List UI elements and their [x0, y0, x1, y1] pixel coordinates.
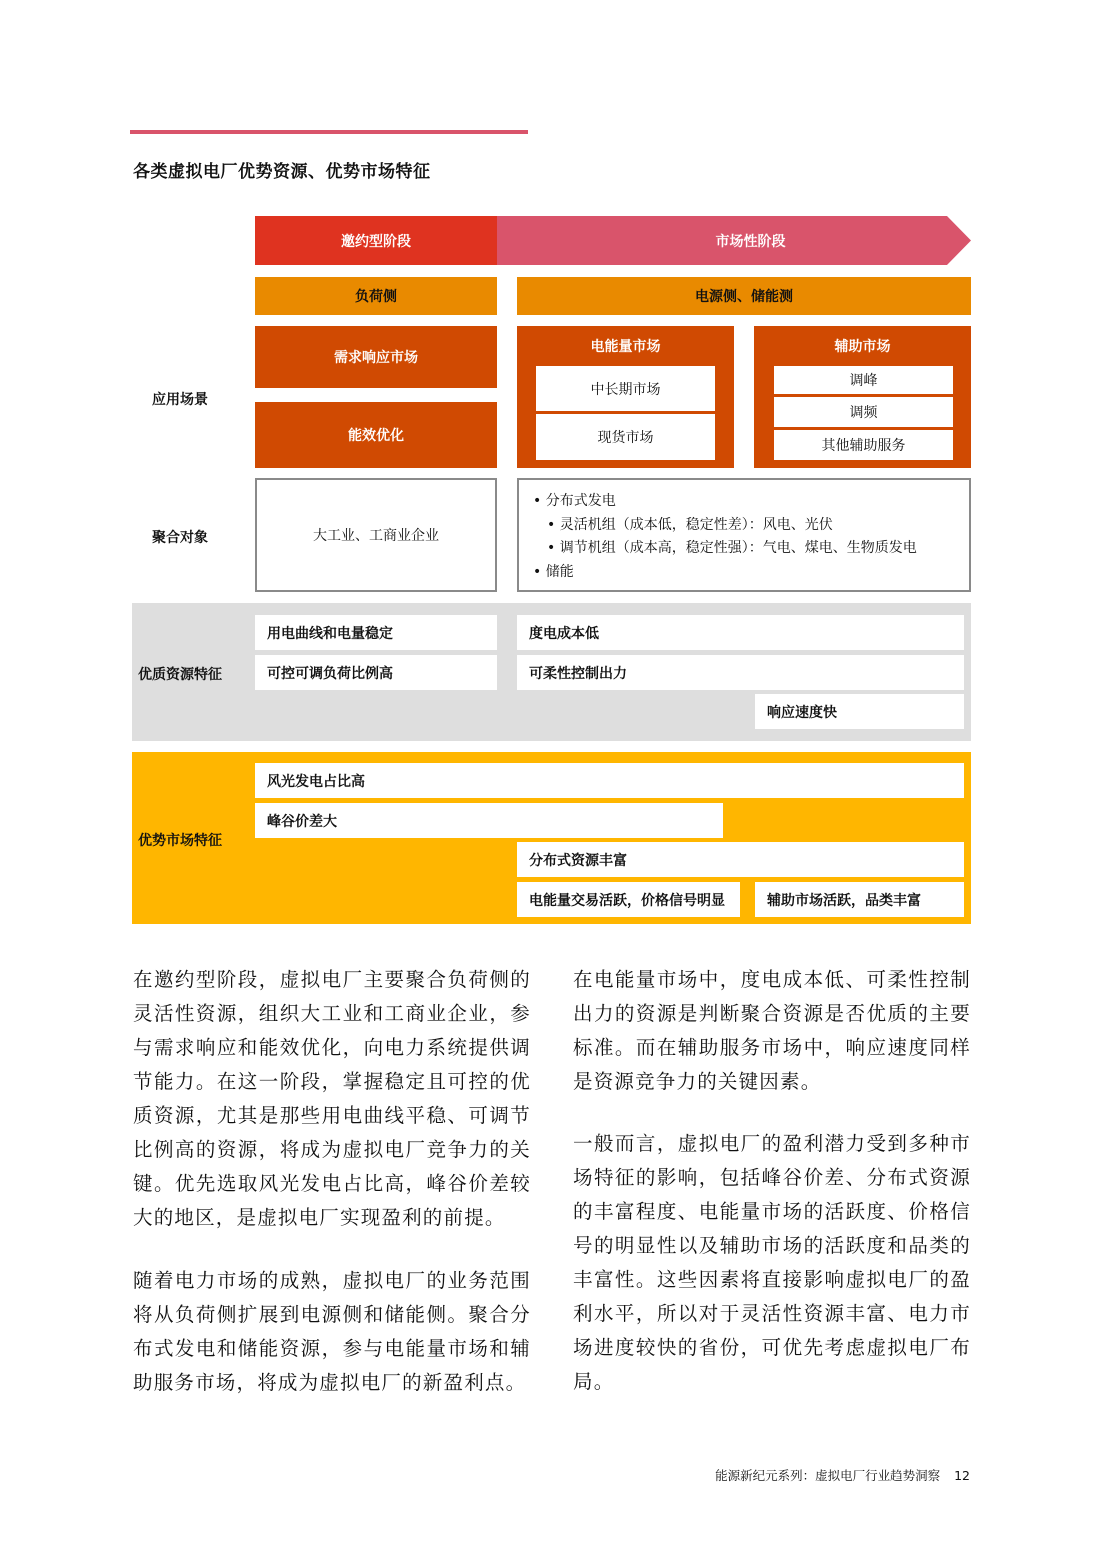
bullet-item: • 储能 [533, 563, 574, 580]
market-feature: 辅助市场活跃，品类丰富 [755, 882, 964, 917]
market-feature: 风光发电占比高 [255, 763, 964, 798]
phase-invitation-label: 邀约型阶段 [341, 233, 411, 250]
body-paragraph: 在电能量市场中，度电成本低、可柔性控制出力的资源是判断聚合资源是否优质的主要标准。而在辅助服务市场中，响应速度同样是资源竞争力的关键因素。 [573, 968, 971, 1093]
quality-feature: 可控可调负荷比例高 [255, 655, 497, 690]
body-paragraph: 在邀约型阶段，虚拟电厂主要聚合负荷侧的灵活性资源，组织大工业和工商业企业，参与需求响应和能效优化，向电力系统提供调节能力。在这一阶段，掌握稳定且可控的优质资源，尤其是那些用电曲线平稳、可调节比例高的资源，将成为虚拟电厂竞争力的关键。优先选取风光发电占比高，峰谷价差较大的地区，是虚拟电厂实现盈利的前提。 [133, 968, 531, 1229]
row-label-scenario: 应用场景 [152, 392, 208, 408]
aux-market-title: 辅助市场 [834, 339, 891, 355]
aux-market-item: 调峰 [774, 366, 953, 394]
aggregation-load: 大工业、工商业企业 [255, 478, 497, 592]
energy-market-item: 中长期市场 [536, 366, 715, 411]
quality-feature: 度电成本低 [517, 615, 964, 650]
body-paragraph: 随着电力市场的成熟，虚拟电厂的业务范围将从负荷侧扩展到电源侧和储能侧。聚合分布式发电和储能资源，参与电能量市场和辅助服务市场，将成为虚拟电厂的新盈利点。 [133, 1269, 531, 1394]
aux-market-item: 调频 [774, 397, 953, 427]
market-feature: 峰谷价差大 [255, 803, 723, 838]
arrow-tip-icon [470, 216, 500, 265]
row-label-quality: 优质资源特征 [138, 667, 222, 683]
page-footer [715, 1466, 970, 1484]
figure-title: 各类虚拟电厂优势资源、优势市场特征 [133, 162, 431, 182]
phase-invitation [255, 216, 497, 265]
footer-series: 能源新纪元系列：虚拟电厂行业趋势洞察 [715, 1468, 941, 1483]
quality-feature: 可柔性控制出力 [517, 655, 964, 690]
market-feature: 分布式资源丰富 [517, 842, 964, 877]
bullet-subitem: • 灵活机组（成本低，稳定性差）：风电、光伏 [547, 516, 833, 533]
quality-feature: 响应速度快 [755, 694, 964, 729]
row-label-aggregation: 聚合对象 [152, 530, 208, 546]
aggregation-source-list [517, 478, 971, 592]
energy-market-item: 现货市场 [536, 414, 715, 460]
scenario-demand-response: 需求响应市场 [255, 326, 497, 388]
phase-market-label: 市场性阶段 [715, 233, 786, 250]
page-number: 12 [954, 1468, 970, 1483]
side-source-storage: 电源侧、储能测 [517, 277, 971, 315]
aux-market-item: 其他辅助服务 [774, 430, 953, 460]
bullet-subitem: • 调节机组（成本高，稳定性强）：气电、煤电、生物质发电 [547, 540, 917, 556]
market-feature: 电能量交易活跃，价格信号明显 [517, 882, 740, 917]
accent-rule [130, 130, 528, 134]
energy-market-title: 电能量市场 [590, 339, 661, 355]
phase-market [470, 216, 971, 265]
scenario-efficiency: 能效优化 [255, 402, 497, 468]
side-load: 负荷侧 [255, 277, 497, 315]
row-label-market: 优势市场特征 [138, 833, 222, 849]
body-paragraph: 一般而言，虚拟电厂的盈利潜力受到多种市场特征的影响，包括峰谷价差、分布式资源的丰富程度、电能量市场的活跃度、价格信号的明显性以及辅助市场的活跃度和品类的丰富性。这些因素将直接影响虚拟电厂的盈利水平，所以对于灵活性资源丰富、电力市场进度较快的省份，可优先考虑虚拟电厂布局。 [573, 1132, 971, 1393]
quality-feature: 用电曲线和电量稳定 [255, 615, 497, 650]
bullet-item: • 分布式发电 [533, 493, 616, 509]
